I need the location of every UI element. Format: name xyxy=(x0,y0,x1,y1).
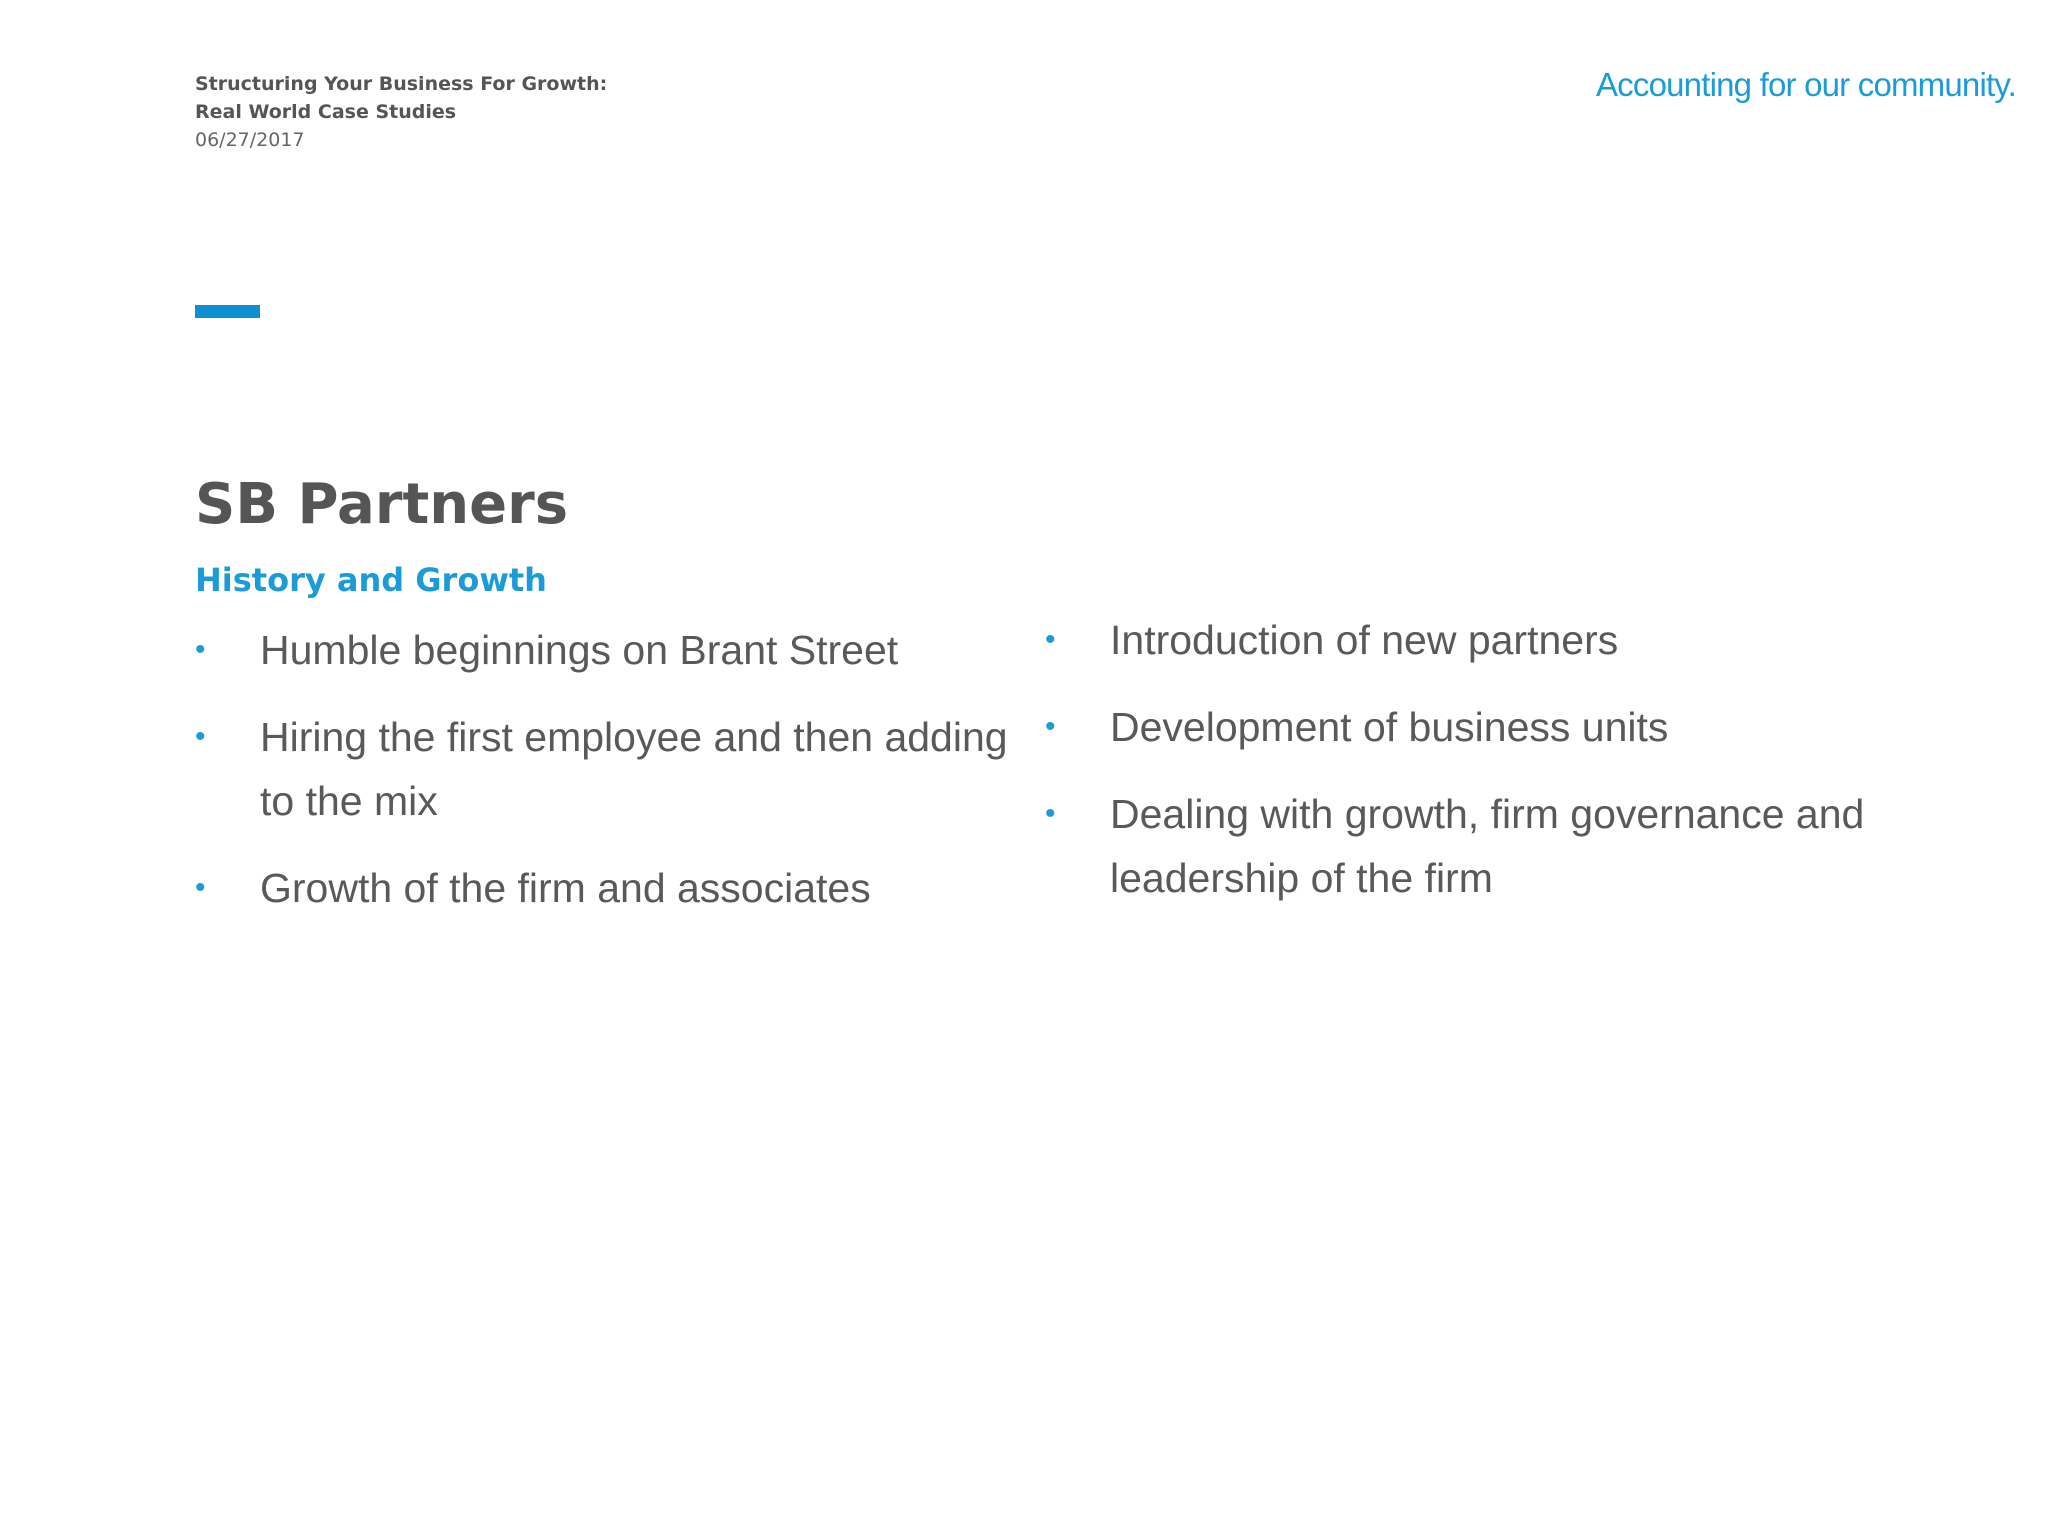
list-item xyxy=(1045,782,1865,910)
list-item-text: Introduction of new partners xyxy=(1110,617,1619,663)
slide-title: SB Partners xyxy=(195,472,569,537)
bullet-icon: • xyxy=(195,720,206,753)
list-item-text: Hiring the first employee and then adding to the mix xyxy=(260,714,1008,824)
list-item-text: Humble beginnings on Brant Street xyxy=(260,627,899,673)
list-item-text: Growth of the firm and associates xyxy=(260,865,871,911)
list-item xyxy=(195,618,1015,682)
bullet-icon: • xyxy=(1045,710,1056,743)
presentation-header xyxy=(195,70,635,154)
brand-tagline: Accounting for our community. xyxy=(1595,66,2016,103)
slide-subtitle: History and Growth xyxy=(195,561,547,599)
bullet-icon: • xyxy=(1045,797,1056,830)
list-item xyxy=(1045,695,1865,759)
bullet-list-right xyxy=(1045,608,1865,933)
bullet-list-left xyxy=(195,618,1015,943)
list-item-text: Development of business units xyxy=(1110,704,1669,750)
presentation-title: Structuring Your Business For Growth: Real World Case Studies xyxy=(195,73,608,123)
presentation-date: 06/27/2017 xyxy=(195,129,305,151)
list-item-text: Dealing with growth, firm governance and leadership of the firm xyxy=(1110,791,1865,901)
bullet-icon: • xyxy=(195,871,206,904)
bullet-icon: • xyxy=(1045,623,1056,656)
accent-bar xyxy=(195,305,260,318)
list-item xyxy=(195,705,1015,833)
list-item xyxy=(195,856,1015,920)
bullet-icon: • xyxy=(195,633,206,666)
list-item xyxy=(1045,608,1865,672)
